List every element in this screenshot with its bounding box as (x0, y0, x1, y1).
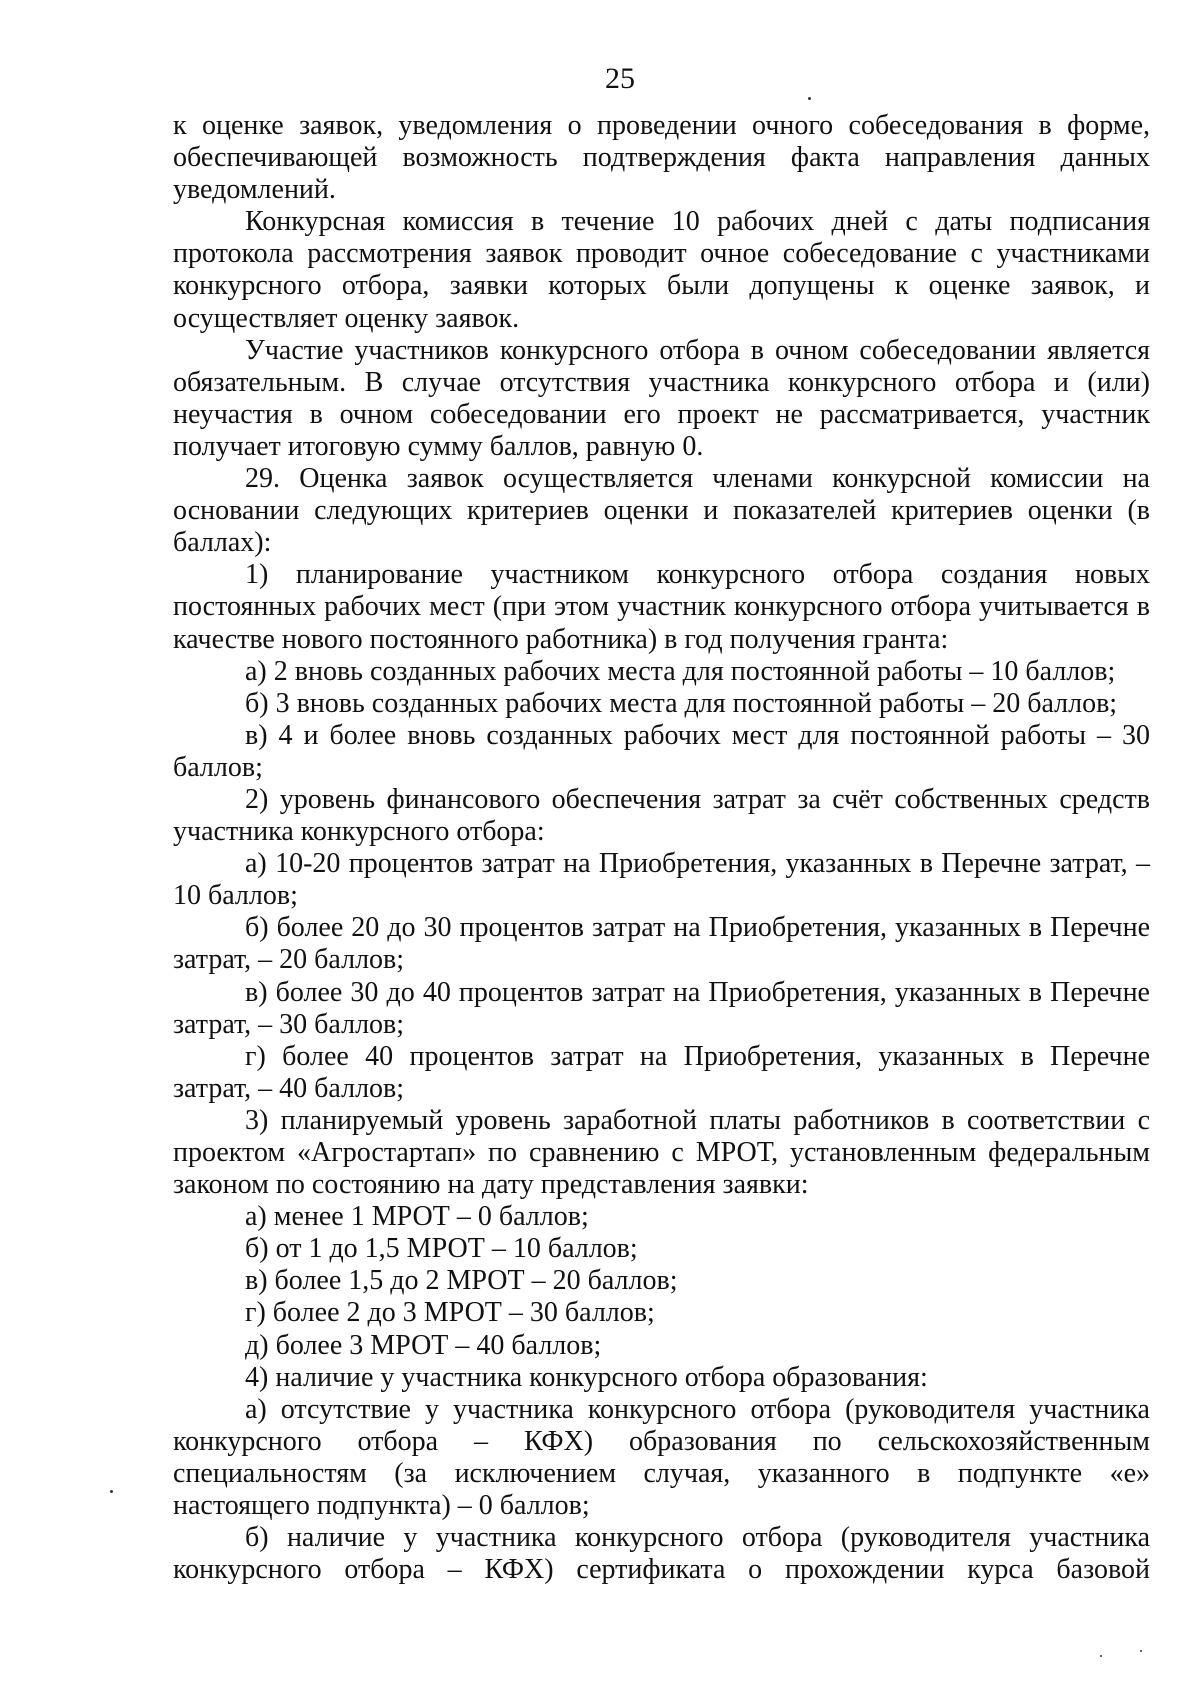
paragraph: г) более 2 до 3 МРОТ – 30 баллов; (245, 1297, 655, 1329)
scan-speck (1100, 1655, 1102, 1657)
scan-speck (808, 97, 811, 100)
paragraph: в) 4 и более вновь созданных рабочих мест для постоянной работы – 30 баллов; (173, 719, 1150, 783)
page-number: 25 (605, 62, 635, 95)
paragraph: а) менее 1 МРОТ – 0 баллов; (245, 1201, 589, 1233)
paragraph: д) более 3 МРОТ – 40 баллов; (245, 1329, 602, 1361)
paragraph: 4) наличие у участника конкурсного отбора образования: (245, 1361, 928, 1393)
paragraph: б) от 1 до 1,5 МРОТ – 10 баллов; (245, 1233, 638, 1265)
paragraph: Участие участников конкурсного отбора в очном собеседовании является обязательным. В случае отсутствия участника конкурсного отбора и (или) неучастия в очном собеседовании его проект не рассматривается, участник получает итоговую сумму баллов, равную 0. (173, 334, 1150, 462)
scan-speck (110, 1490, 113, 1493)
paragraph: б) наличие у участника конкурсного отбора (руководителя участника конкурсного отбора – КФХ) сертификата о прохождении курса базовой (173, 1522, 1150, 1586)
paragraph: б) более 20 до 30 процентов затрат на Приобретения, указанных в Перечне затрат, – 20 баллов; (173, 912, 1150, 976)
paragraph: а) 10-20 процентов затрат на Приобретения, указанных в Перечне затрат, – 10 баллов; (173, 848, 1150, 912)
paragraph: а) 2 вновь созданных рабочих места для постоянной работы – 10 баллов; (245, 655, 1116, 687)
paragraph: 3) планируемый уровень заработной платы работников в соответствии с проектом «Агростартап» по сравнению с МРОТ, установленным федеральным законом по состоянию на дату представления заявки: (173, 1104, 1150, 1201)
paragraph: б) 3 вновь созданных рабочих места для постоянной работы – 20 баллов; (245, 687, 1118, 719)
scan-speck (1140, 1650, 1142, 1652)
document-body (173, 110, 1150, 1586)
paragraph: к оценке заявок, уведомления о проведении очного собеседования в форме, обеспечивающей возможность подтверждения факта направления данных уведомлений. (173, 110, 1150, 206)
paragraph: а) отсутствие у участника конкурсного отбора (руководителя участника конкурсного отбора – КФХ) образования по сельскохозяйственным специальностям (за исключением случая, указанного в подпункте «е» настоящего подпункта) – 0 баллов; (173, 1393, 1150, 1522)
paragraph: г) более 40 процентов затрат на Приобретения, указанных в Перечне затрат, – 40 баллов; (173, 1040, 1150, 1104)
paragraph: 1) планирование участником конкурсного отбора создания новых постоянных рабочих мест (при этом участник конкурсного отбора учитывается в качестве нового постоянного работника) в год получения гранта: (173, 559, 1150, 655)
paragraph: в) более 30 до 40 процентов затрат на Приобретения, указанных в Перечне затрат, – 30 баллов; (173, 976, 1150, 1040)
paragraph: в) более 1,5 до 2 МРОТ – 20 баллов; (245, 1265, 678, 1297)
paragraph: Конкурсная комиссия в течение 10 рабочих дней с даты подписания протокола рассмотрения заявок проводит очное собеседование с участниками конкурсного отбора, заявки которых были допущены к оценке заявок, и осуществляет оценку заявок. (173, 206, 1150, 334)
paragraph: 29. Оценка заявок осуществляется членами конкурсной комиссии на основании следующих критериев оценки и показателей критериев оценки (в баллах): (173, 463, 1150, 559)
paragraph: 2) уровень финансового обеспечения затрат за счёт собственных средств участника конкурсного отбора: (173, 783, 1150, 848)
